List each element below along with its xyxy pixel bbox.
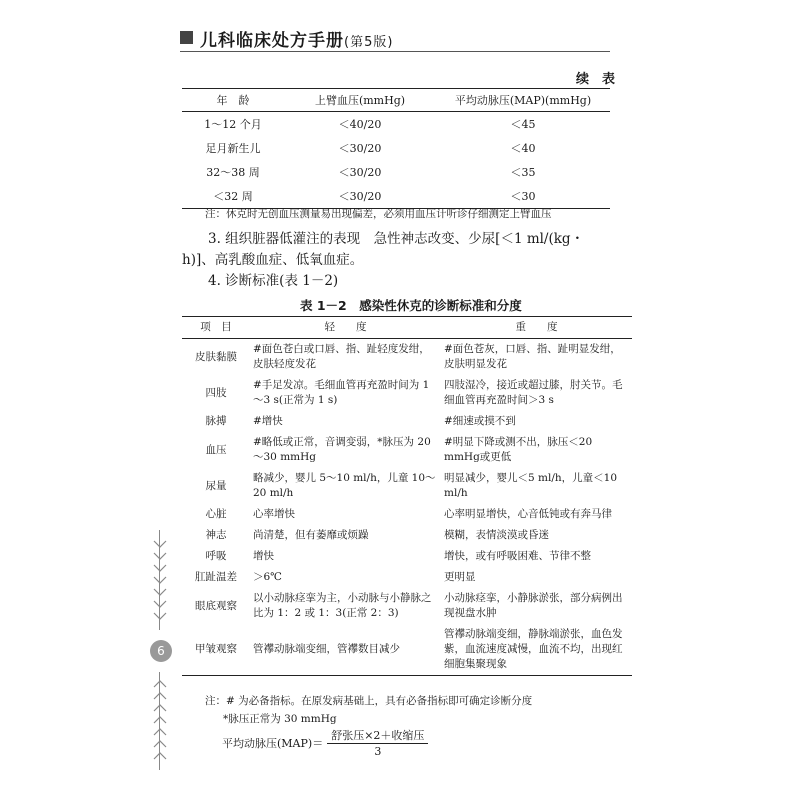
- chevron-down-icon: [153, 612, 167, 620]
- row-severe: #面色苍灰，口唇、指、趾明显发绀，皮肤明显发花: [444, 343, 621, 370]
- chevron-down-icon: [153, 600, 167, 608]
- row-item: 神志: [205, 529, 227, 541]
- row-mild: 以小动脉痉挛为主，小动脉与小静脉之比为 1：2 或 1：3(正常 2：3): [253, 592, 432, 619]
- table-cell: ＜35: [510, 166, 536, 179]
- header-rule: [180, 51, 610, 52]
- chevron-down-icon: [153, 588, 167, 596]
- page-number: 6: [150, 640, 172, 662]
- chevron-up-icon: [153, 704, 167, 712]
- bp-table: [182, 88, 610, 209]
- row-severe: 明显减少，婴儿＜5 ml/h，儿童＜10 ml/h: [444, 472, 617, 499]
- row-mild: ＞6℃: [253, 571, 282, 583]
- table-row: [182, 546, 632, 567]
- edition-label: (第5版): [344, 35, 394, 50]
- row-mild: 略减少，婴儿 5～10 ml/h，儿童 10～20 ml/h: [253, 472, 436, 499]
- row-mild: 尚清楚，但有萎靡或烦躁: [253, 529, 369, 541]
- row-severe: 管襻动脉端变细，静脉端淤张，血色发紫，血流速度减慢，血流不均，出现红细胞集聚现象: [441, 624, 632, 676]
- table-row: [182, 160, 610, 184]
- table-cell: ＜45: [510, 118, 536, 131]
- table-row: [182, 184, 610, 209]
- chevron-up-icon: [153, 692, 167, 700]
- row-item: 甲皱观察: [182, 624, 250, 676]
- row-mild: 管襻动脉端变细，管襻数目减少: [250, 624, 441, 676]
- table-row: [182, 504, 632, 525]
- table2-note-pulse: *脉压正常为 30 mmHg: [223, 713, 337, 725]
- row-mild: #略低或正常，音调变弱，*脉压为 20～30 mmHg: [253, 436, 431, 463]
- row-severe: 增快，或有呼吸困难、节律不整: [444, 550, 591, 562]
- table-row: [182, 525, 632, 546]
- header-square-icon: [180, 31, 193, 44]
- chevron-up-icon: [153, 740, 167, 748]
- chevron-down-icon: [153, 576, 167, 584]
- formula-numerator: 舒张压×2＋收缩压: [327, 727, 428, 744]
- table-row: [182, 567, 632, 588]
- table-cell: ＜30/20: [338, 166, 382, 179]
- table2-caption: 表 1－2 感染性休克的诊断标准和分度: [300, 298, 522, 313]
- bp-header-age: 年 龄: [182, 89, 284, 112]
- table-cell: 足月新生儿: [205, 142, 261, 155]
- table-row: [182, 624, 632, 676]
- chevron-down-icon: [153, 540, 167, 548]
- row-mild: #面色苍白或口唇、指、趾轻度发绀，皮肤轻度发花: [253, 343, 430, 370]
- table-row: [182, 411, 632, 432]
- bp-table-note: 注：休克时无创血压测量易出现偏差，必须用血压计听诊仔细测定上臂血压: [205, 208, 552, 220]
- formula-fraction: [327, 727, 428, 758]
- row-severe: 更明显: [444, 571, 476, 583]
- chevron-down-icon: [153, 564, 167, 572]
- row-mild: 增快: [253, 550, 274, 562]
- shock-criteria-table: [182, 316, 632, 676]
- chevron-up-icon: [153, 728, 167, 736]
- row-item: 四肢: [205, 386, 227, 399]
- table-cell: ＜32 周: [182, 184, 284, 209]
- table-row: [182, 468, 632, 504]
- chevron-up-icon: [153, 716, 167, 724]
- table-row: [182, 375, 632, 411]
- row-item: 眼底观察: [195, 599, 237, 612]
- row-severe: 小动脉痉挛，小静脉淤张，部分病例出现视盘水肿: [444, 592, 623, 619]
- page-header: [180, 26, 610, 52]
- table2-notes: [205, 692, 532, 728]
- map-formula: [222, 727, 428, 758]
- book-title: 儿科临床处方手册(第5版): [200, 31, 394, 51]
- row-item: 血压: [205, 443, 227, 456]
- chevron-up-icon: [153, 752, 167, 760]
- row-severe: 四肢湿冷，接近或超过膝，肘关节。毛细血管再充盈时间＞3 s: [444, 379, 623, 406]
- table-row: [182, 136, 610, 160]
- paragraph-3: 3. 组织脏器低灌注的表现 急性神志改变、少尿[＜1 ml/(kg・h)]、高乳酸血症、低氧血症。: [182, 231, 585, 268]
- table-cell: ＜30/20: [284, 184, 436, 209]
- row-severe: 心率明显增快，心音低钝或有奔马律: [444, 508, 612, 520]
- row-severe: 模糊，表情淡漠或昏迷: [444, 529, 549, 541]
- header-mild: 轻 度: [250, 317, 441, 339]
- bp-header-map: 平均动脉压(MAP)(mmHg): [436, 89, 610, 112]
- table-cell: ＜40: [510, 142, 536, 155]
- row-item: 皮肤黏膜: [195, 350, 237, 363]
- paragraph-4: 4. 诊断标准(表 1－2): [208, 273, 339, 289]
- row-item: 心脏: [205, 508, 227, 520]
- formula-lhs: 平均动脉压(MAP)＝: [222, 736, 324, 750]
- bp-header-arm: 上臂血压(mmHg): [284, 89, 436, 112]
- row-item: 尿量: [205, 479, 227, 492]
- table-cell: 32～38 周: [206, 166, 260, 179]
- formula-denominator: 3: [374, 745, 382, 758]
- header-item: 项 目: [182, 317, 250, 339]
- chevron-up-icon: [153, 680, 167, 688]
- chevron-down-icon: [153, 552, 167, 560]
- table-row: [182, 112, 610, 137]
- table-cell: ＜30: [436, 184, 610, 209]
- header-severe: 重 度: [441, 317, 632, 339]
- table-cell: ＜40/20: [338, 118, 382, 131]
- row-item: 呼吸: [205, 550, 227, 562]
- table-cell: 1～12 个月: [204, 118, 262, 131]
- row-mild: #增快: [253, 415, 283, 427]
- row-item: 肛趾温差: [195, 571, 237, 583]
- continued-label: 续 表: [576, 72, 616, 87]
- row-severe: #明显下降或测不出，脉压＜20 mmHg或更低: [444, 436, 593, 463]
- table-row: [182, 339, 632, 376]
- row-item: 脉搏: [205, 415, 227, 427]
- row-mild: 心率增快: [253, 508, 295, 520]
- table-row: [182, 588, 632, 624]
- table-row: [182, 432, 632, 468]
- row-mild: #手足发凉。毛细血管再充盈时间为 1～3 s(正常为 1 s): [253, 379, 430, 406]
- row-severe: #细速或摸不到: [444, 415, 516, 427]
- table-cell: ＜30/20: [338, 142, 382, 155]
- table2-note-required: 注：# 为必备指标。在原发病基础上，具有必备指标即可确定诊断分度: [205, 695, 533, 707]
